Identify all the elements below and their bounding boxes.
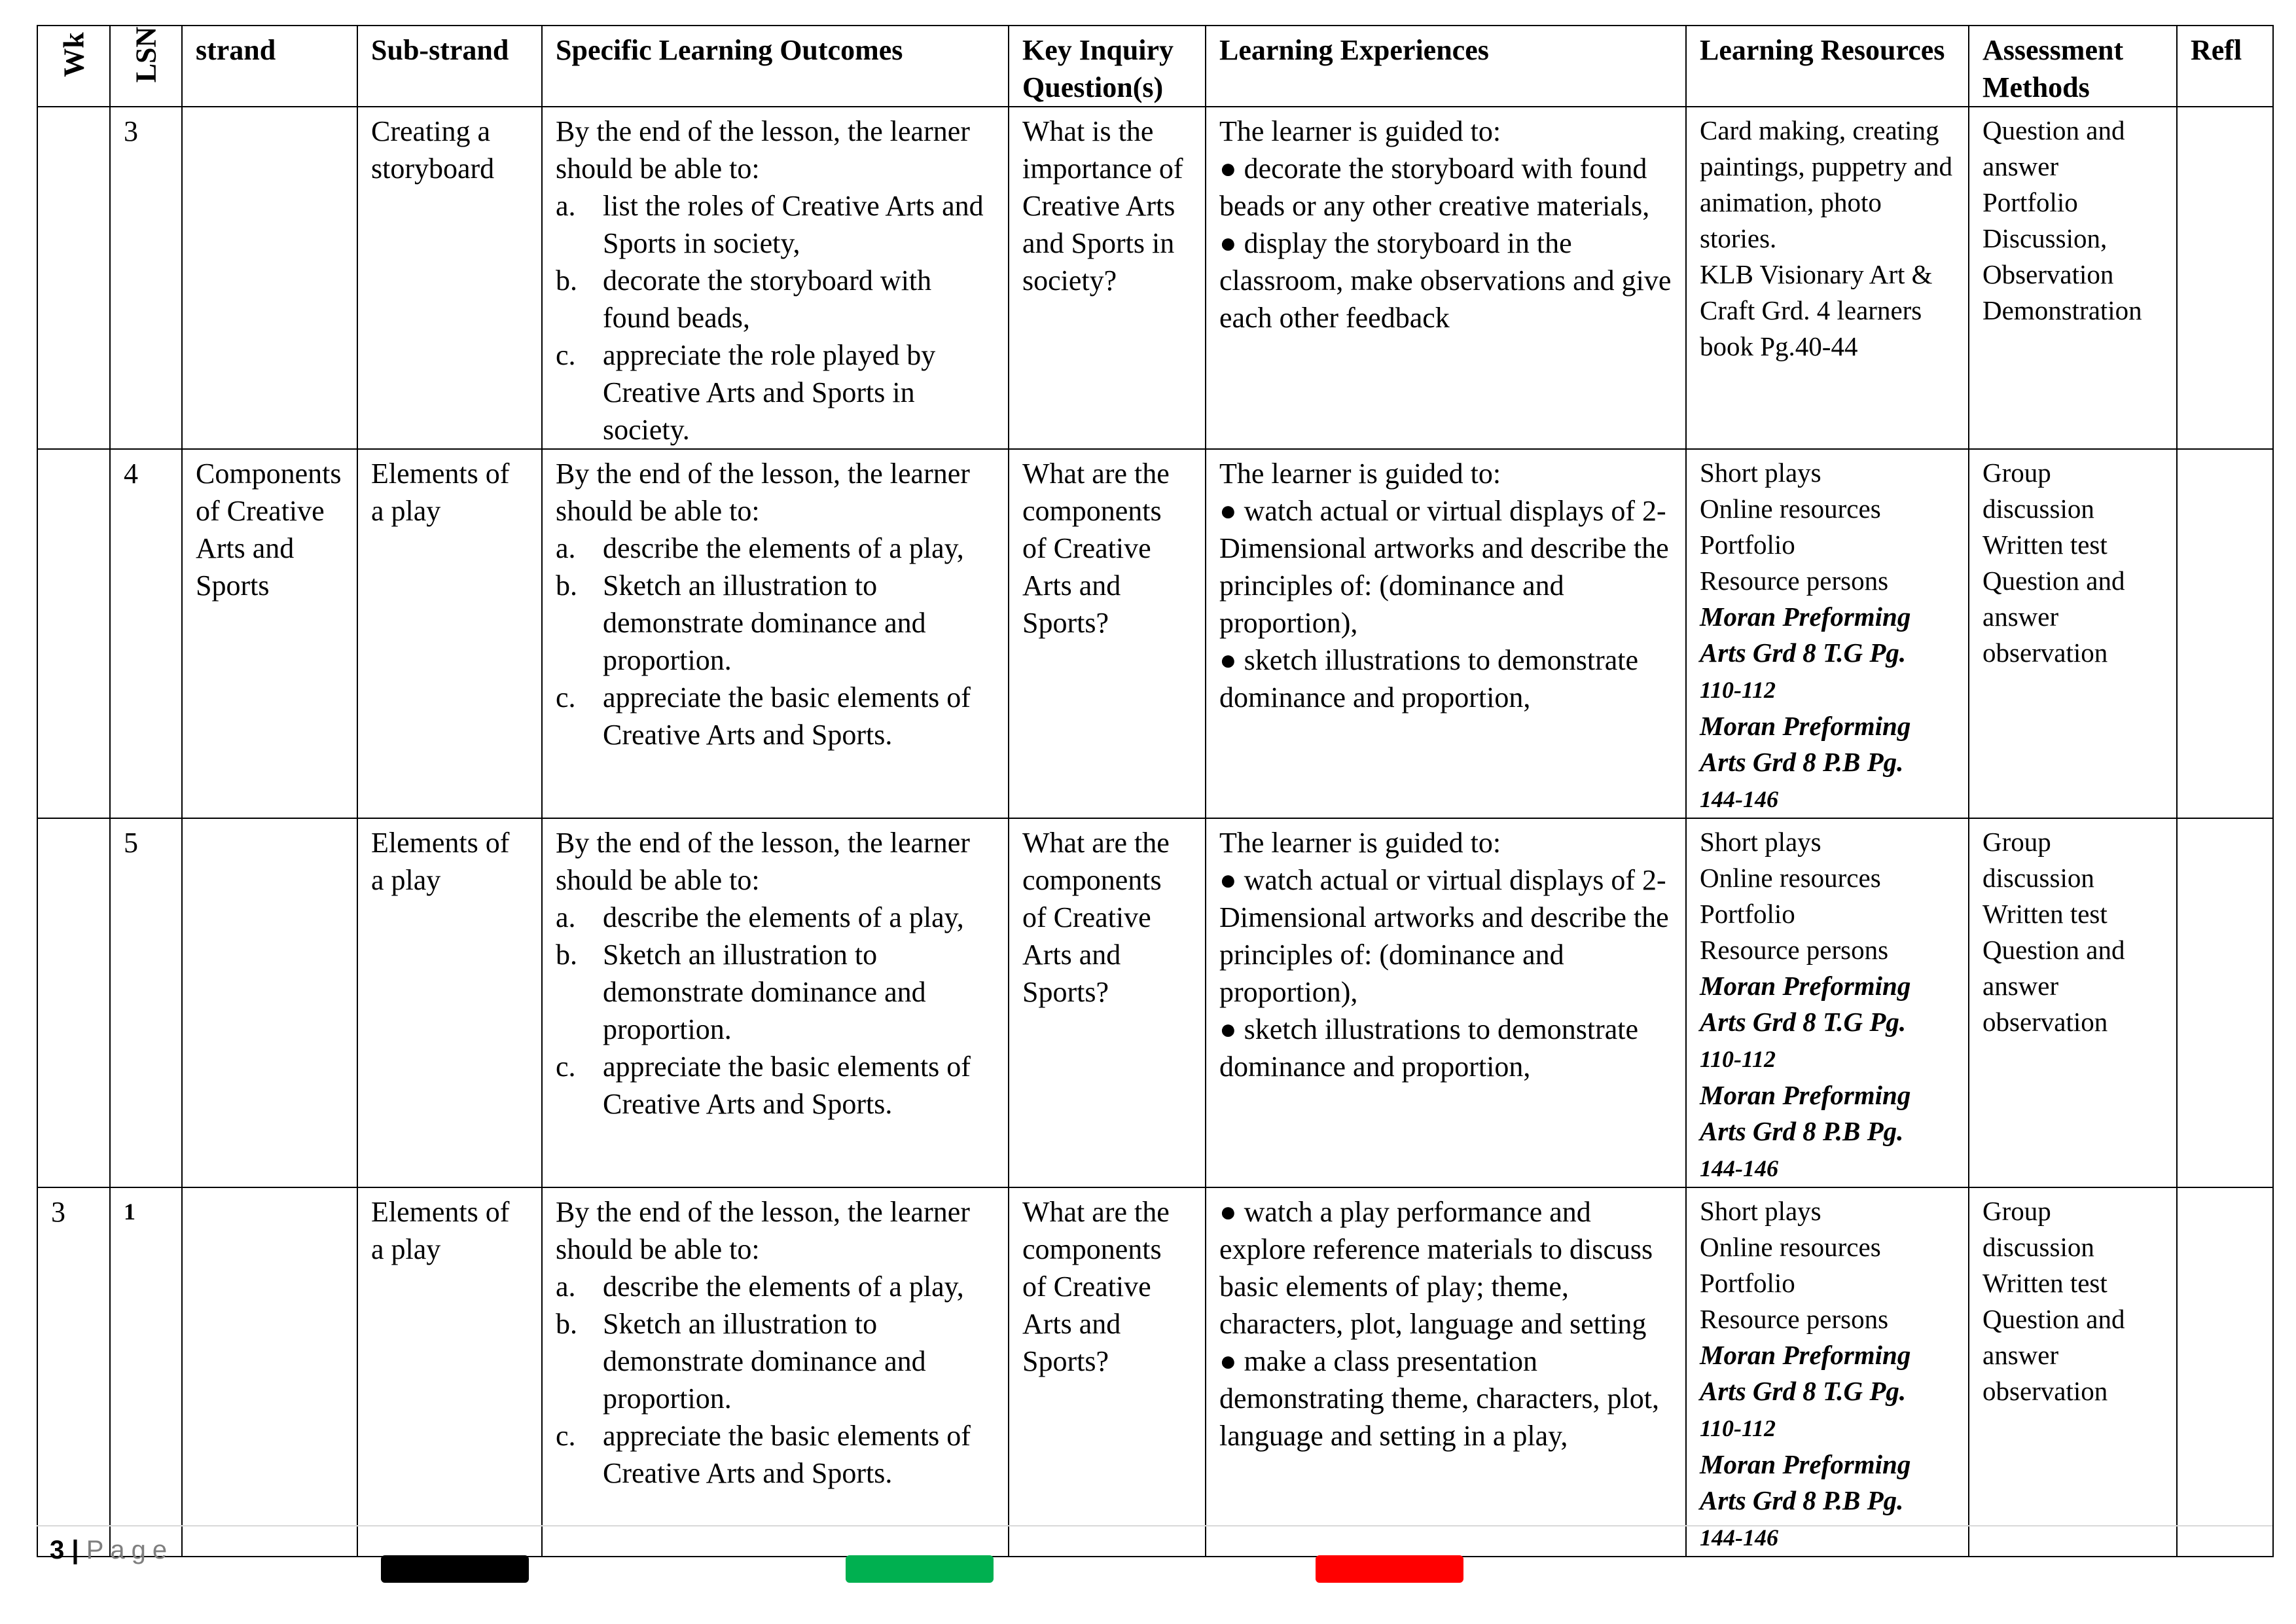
reference-title: Moran Preforming Arts Grd 8 P.B Pg. <box>1700 1080 1911 1146</box>
resource-line: Online resources <box>1700 863 1881 893</box>
header-outcomes: Specific Learning Outcomes <box>542 26 1009 107</box>
resource-line: Online resources <box>1700 494 1881 524</box>
experience-line: The learner is guided to: <box>1219 458 1501 490</box>
outcome-text: Sketch an illustration to demonstrate dominance and proportion. <box>603 569 926 676</box>
lesson-cell: 4 <box>110 449 182 818</box>
lesson-cell: 5 <box>110 818 182 1187</box>
outcome-text: appreciate the basic elements of Creative Arts and Sports. <box>603 681 971 751</box>
outcome-text: appreciate the basic elements of Creative Arts and Sports. <box>603 1420 971 1489</box>
experience-line: ● display the storyboard in the classroom, make observations and give each other feedback <box>1219 227 1672 334</box>
inquiry-cell: What are the components of Creative Arts and Sports? <box>1009 1187 1206 1557</box>
experience-line: ● watch actual or virtual displays of 2-Dimensional artworks and describe the principles of: (dominance and proportion), <box>1219 495 1669 639</box>
reference-title: Moran Preforming Arts Grd 8 P.B Pg. <box>1700 711 1911 777</box>
assessment-cell <box>1969 818 2177 1187</box>
table-row <box>37 107 2273 449</box>
outcome-text: list the roles of Creative Arts and Sports in society, <box>603 190 984 259</box>
reference-title: Moran Preforming Arts Grd 8 T.G Pg. <box>1700 1340 1911 1406</box>
resource-line: KLB Visionary Art & Craft Grd. 4 learners book Pg.40-44 <box>1700 259 1933 361</box>
page-number-separator: | <box>71 1536 79 1564</box>
list-marker: b. <box>556 569 577 602</box>
resources-cell <box>1686 1187 1969 1557</box>
lesson-cell: 1 <box>110 1187 182 1557</box>
experience-line: ● watch a play performance and explore reference materials to discuss basic elements of play; theme, characters, plot, language and setting <box>1219 1196 1653 1340</box>
outcome-text: describe the elements of a play, <box>603 1271 964 1303</box>
reflection-cell <box>2177 818 2273 1187</box>
outcomes-cell <box>542 818 1009 1187</box>
list-item <box>556 1268 995 1305</box>
outcome-text: Sketch an illustration to demonstrate dominance and proportion. <box>603 1308 926 1415</box>
assessment-line: Written test <box>1982 1268 2108 1298</box>
assessment-line: Question and answer <box>1982 935 2125 1001</box>
outcomes-list <box>556 899 995 1123</box>
table-row <box>37 449 2273 818</box>
strand-cell <box>182 107 357 449</box>
inquiry-cell: What are the components of Creative Arts and Sports? <box>1009 449 1206 818</box>
assessment-line: Demonstration <box>1982 295 2142 325</box>
substrand-cell: Creating a storyboard <box>357 107 542 449</box>
reflection-cell <box>2177 1187 2273 1557</box>
list-item <box>556 1048 995 1123</box>
outcomes-list <box>556 187 995 448</box>
assessment-line: observation <box>1982 638 2108 668</box>
assessment-line: Group discussion <box>1982 1196 2094 1262</box>
list-item <box>556 530 995 567</box>
experiences-cell <box>1206 449 1686 818</box>
list-item <box>556 1417 995 1492</box>
experience-line: The learner is guided to: <box>1219 115 1501 147</box>
outcomes-cell <box>542 449 1009 818</box>
outcomes-cell <box>542 107 1009 449</box>
assessment-line: Group discussion <box>1982 458 2094 524</box>
outcomes-list <box>556 530 995 753</box>
green-bar <box>846 1555 994 1583</box>
reference-title: Moran Preforming Arts Grd 8 P.B Pg. <box>1700 1449 1911 1515</box>
outcomes-cell <box>542 1187 1009 1557</box>
reference-pages: 144-146 <box>1700 786 1778 812</box>
experience-line: ● sketch illustrations to demonstrate dominance and proportion, <box>1219 1013 1639 1083</box>
list-marker: a. <box>556 190 576 222</box>
list-marker: b. <box>556 264 577 297</box>
header-experiences: Learning Experiences <box>1206 26 1686 107</box>
list-item <box>556 336 995 448</box>
header-inquiry: Key Inquiry Question(s) <box>1009 26 1206 107</box>
assessment-line: Written test <box>1982 899 2108 929</box>
resource-line: Short plays <box>1700 827 1821 857</box>
strand-cell <box>182 818 357 1187</box>
reference-title: Moran Preforming Arts Grd 8 T.G Pg. <box>1700 602 1911 668</box>
reference-pages: 110-112 <box>1700 677 1776 703</box>
outcome-text: describe the elements of a play, <box>603 901 964 933</box>
experiences-cell <box>1206 1187 1686 1557</box>
substrand-cell: Elements of a play <box>357 818 542 1187</box>
resource-line: Resource persons <box>1700 566 1889 596</box>
resource-line: Portfolio <box>1700 1268 1795 1298</box>
resources-cell <box>1686 449 1969 818</box>
assessment-line: observation <box>1982 1007 2108 1037</box>
assessment-line: observation <box>1982 1376 2108 1406</box>
resource-line: Resource persons <box>1700 935 1889 965</box>
lesson-cell: 3 <box>110 107 182 449</box>
resource-reference <box>1700 968 1955 1077</box>
resource-line: Resource persons <box>1700 1304 1889 1334</box>
header-lsn: LSN <box>110 26 182 107</box>
list-item <box>556 187 995 262</box>
list-marker: a. <box>556 901 576 933</box>
list-marker: c. <box>556 681 576 713</box>
list-marker: c. <box>556 1420 576 1452</box>
reference-pages: 144-146 <box>1700 1155 1778 1182</box>
outcomes-intro: By the end of the lesson, the learner should be able to: <box>556 115 970 185</box>
list-item <box>556 936 995 1048</box>
resource-reference <box>1700 599 1955 708</box>
page-label: Page <box>86 1536 174 1564</box>
reference-pages: 144-146 <box>1700 1525 1778 1551</box>
black-bar <box>381 1555 529 1583</box>
resource-reference <box>1700 1337 1955 1447</box>
reference-title: Moran Preforming Arts Grd 8 T.G Pg. <box>1700 971 1911 1037</box>
strand-cell: Components of Creative Arts and Sports <box>182 449 357 818</box>
list-item <box>556 1305 995 1417</box>
reflection-cell <box>2177 107 2273 449</box>
assessment-line: Written test <box>1982 530 2108 560</box>
assessment-line: Discussion, <box>1982 223 2108 253</box>
outcome-text: describe the elements of a play, <box>603 532 964 564</box>
resource-reference <box>1700 1447 1955 1556</box>
list-marker: b. <box>556 939 577 971</box>
outcomes-list <box>556 1268 995 1492</box>
reference-pages: 110-112 <box>1700 1046 1776 1072</box>
week-cell: 3 <box>37 1187 110 1557</box>
header-wk: Wk <box>37 26 110 107</box>
header-assessment: Assessment Methods <box>1969 26 2177 107</box>
assessment-cell <box>1969 449 2177 818</box>
strand-cell <box>182 1187 357 1557</box>
list-marker: a. <box>556 532 576 564</box>
assessment-cell <box>1969 107 2177 449</box>
resource-line: Short plays <box>1700 1196 1821 1226</box>
resource-line: Card making, creating paintings, puppetry and animation, photo stories. <box>1700 115 1953 253</box>
assessment-line: Group discussion <box>1982 827 2094 893</box>
list-item <box>556 899 995 936</box>
list-marker: a. <box>556 1271 576 1303</box>
week-cell <box>37 107 110 449</box>
week-cell <box>37 818 110 1187</box>
experience-line: ● decorate the storyboard with found beads or any other creative materials, <box>1219 153 1650 222</box>
inquiry-cell: What are the components of Creative Arts and Sports? <box>1009 818 1206 1187</box>
substrand-cell: Elements of a play <box>357 449 542 818</box>
resource-line: Portfolio <box>1700 899 1795 929</box>
assessment-line: Portfolio <box>1982 187 2078 217</box>
resource-reference <box>1700 708 1955 818</box>
resources-cell <box>1686 107 1969 449</box>
experiences-cell <box>1206 107 1686 449</box>
reference-pages: 110-112 <box>1700 1415 1776 1441</box>
list-marker: c. <box>556 339 576 371</box>
outcomes-intro: By the end of the lesson, the learner should be able to: <box>556 827 970 896</box>
outcome-text: decorate the storyboard with found beads, <box>603 264 932 334</box>
week-cell <box>37 449 110 818</box>
inquiry-cell: What is the importance of Creative Arts and Sports in society? <box>1009 107 1206 449</box>
scheme-of-work-table <box>37 25 2274 1557</box>
page-number <box>50 1536 173 1565</box>
list-item <box>556 567 995 679</box>
outcome-text: appreciate the role played by Creative Arts and Sports in society. <box>603 339 936 446</box>
experience-line: The learner is guided to: <box>1219 827 1501 859</box>
resource-line: Portfolio <box>1700 530 1795 560</box>
assessment-cell <box>1969 1187 2177 1557</box>
outcome-text: appreciate the basic elements of Creative Arts and Sports. <box>603 1051 971 1120</box>
page-number-value: 3 <box>50 1536 65 1564</box>
assessment-line: Question and answer <box>1982 1304 2125 1370</box>
list-marker: c. <box>556 1051 576 1083</box>
outcomes-intro: By the end of the lesson, the learner should be able to: <box>556 1196 970 1265</box>
footer-rule <box>37 1525 2272 1526</box>
experiences-cell <box>1206 818 1686 1187</box>
list-marker: b. <box>556 1308 577 1340</box>
substrand-cell: Elements of a play <box>357 1187 542 1557</box>
list-item <box>556 262 995 336</box>
assessment-line: Observation <box>1982 259 2114 289</box>
reflection-cell <box>2177 449 2273 818</box>
assessment-line: Question and answer <box>1982 115 2125 181</box>
header-resources: Learning Resources <box>1686 26 1969 107</box>
header-strand: strand <box>182 26 357 107</box>
resource-line: Short plays <box>1700 458 1821 488</box>
experience-line: ● sketch illustrations to demonstrate dominance and proportion, <box>1219 644 1639 713</box>
table-row <box>37 818 2273 1187</box>
assessment-line: Question and answer <box>1982 566 2125 632</box>
experience-line: ● watch actual or virtual displays of 2-Dimensional artworks and describe the principles of: (dominance and proportion), <box>1219 864 1669 1008</box>
outcome-text: Sketch an illustration to demonstrate dominance and proportion. <box>603 939 926 1045</box>
outcomes-intro: By the end of the lesson, the learner should be able to: <box>556 458 970 527</box>
header-row <box>37 26 2273 107</box>
experience-line: ● make a class presentation demonstrating theme, characters, plot, language and setting in a play, <box>1219 1345 1659 1452</box>
resource-line: Online resources <box>1700 1232 1881 1262</box>
resource-reference <box>1700 1077 1955 1187</box>
table-row <box>37 1187 2273 1557</box>
list-item <box>556 679 995 753</box>
header-substrand: Sub-strand <box>357 26 542 107</box>
header-reflection: Refl <box>2177 26 2273 107</box>
resources-cell <box>1686 818 1969 1187</box>
red-bar <box>1316 1555 1463 1583</box>
